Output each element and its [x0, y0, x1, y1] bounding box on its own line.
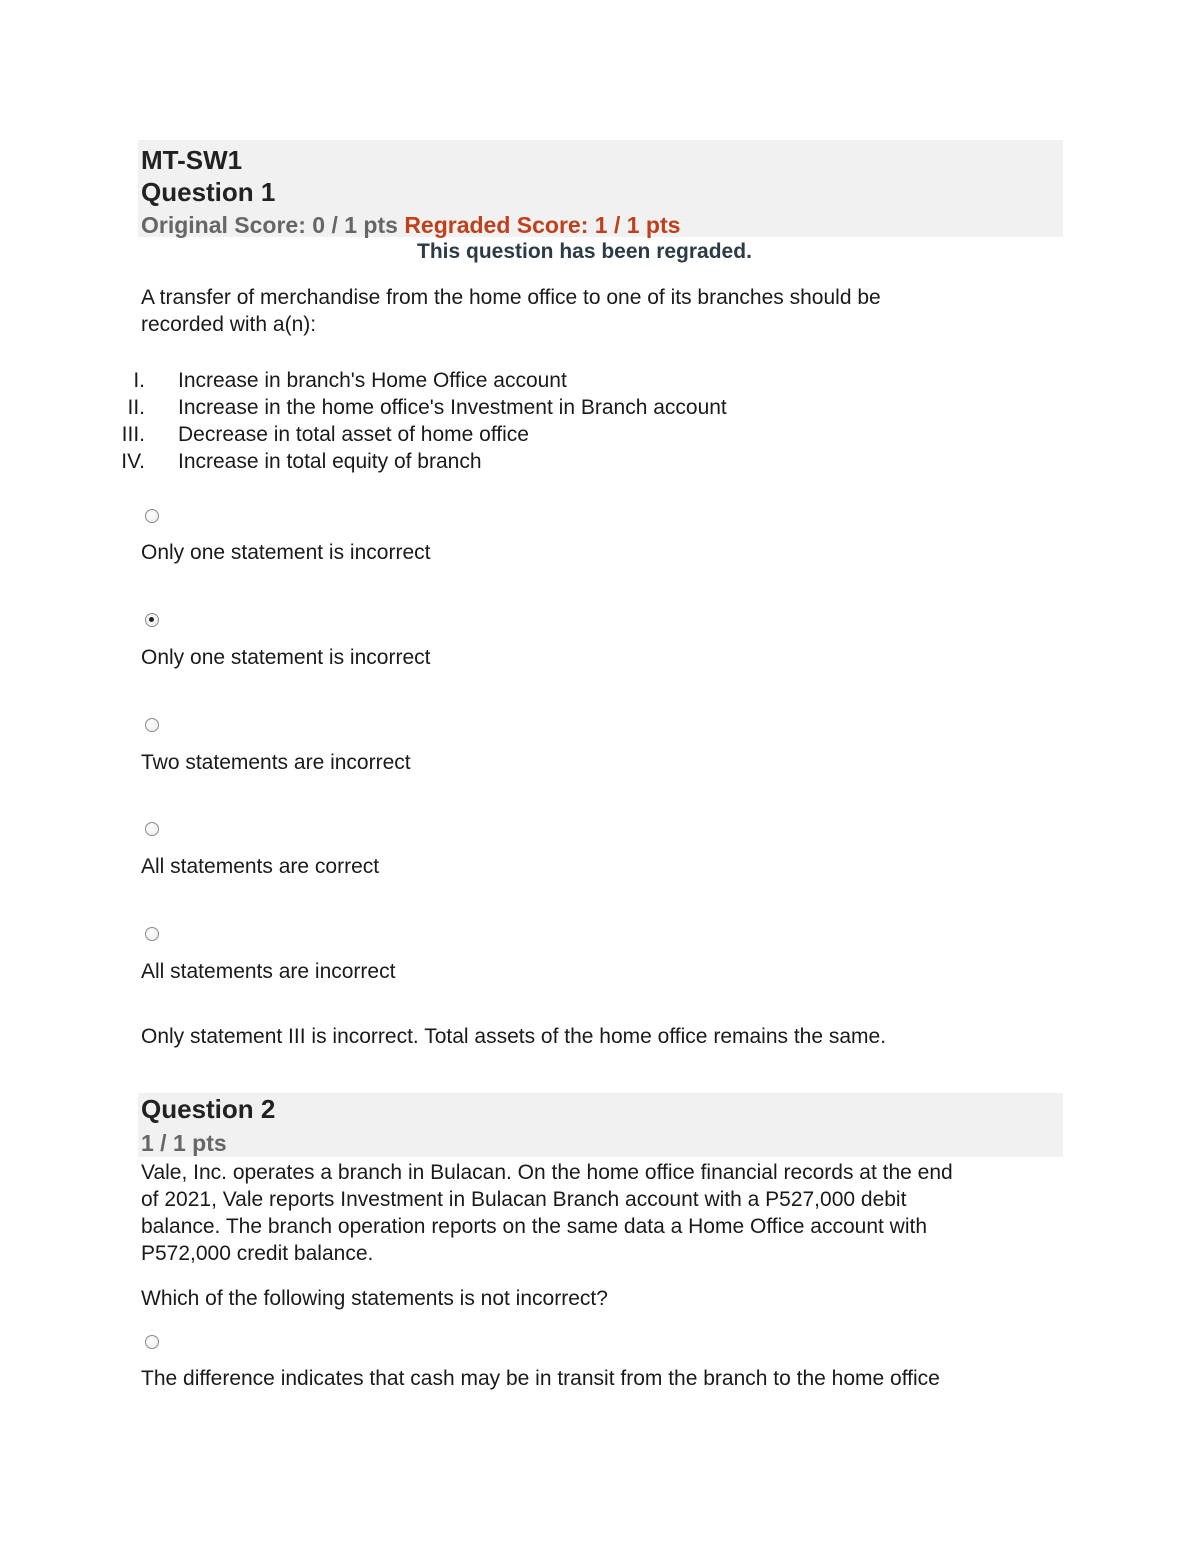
q2-answer-radio-1[interactable] [145, 1335, 159, 1349]
answer-radio-1[interactable] [145, 509, 159, 523]
regrade-notice: This question has been regraded. [417, 240, 752, 263]
statement-text: Increase in total equity of branch [178, 450, 482, 473]
question-2-body-line-2: of 2021, Vale reports Investment in Bulacan Branch account with a P527,000 debit [141, 1188, 907, 1211]
question-2-header [138, 1093, 1063, 1157]
statement-number: IV. [121, 450, 145, 473]
question-1-title: Question 1 [141, 177, 276, 207]
statement-text: Increase in branch's Home Office account [178, 369, 567, 392]
question-1-prompt-line-2: recorded with a(n): [141, 313, 317, 336]
question-2-title: Question 2 [141, 1094, 276, 1124]
document-title: MT-SW1 [141, 145, 243, 175]
statement-number: I. [133, 369, 145, 392]
answer-radio-4[interactable] [145, 822, 159, 836]
regraded-score: Regraded Score: 1 / 1 pts [404, 212, 681, 238]
answer-radio-3[interactable] [145, 718, 159, 732]
question-1-prompt-line-1: A transfer of merchandise from the home office to one of its branches should be [141, 286, 881, 309]
answer-label-3[interactable]: Two statements are incorrect [141, 751, 411, 774]
answer-label-5[interactable]: All statements are incorrect [141, 960, 396, 983]
answer-label-1[interactable]: Only one statement is incorrect [141, 541, 431, 564]
original-score: Original Score: 0 / 1 pts [141, 212, 398, 238]
answer-label-2[interactable]: Only one statement is incorrect [141, 646, 431, 669]
statement-text: Decrease in total asset of home office [178, 423, 529, 446]
question-1-header [138, 140, 1063, 237]
answer-label-4[interactable]: All statements are correct [141, 855, 380, 878]
question-1-feedback: Only statement III is incorrect. Total assets of the home office remains the same. [141, 1025, 887, 1048]
answer-radio-2-selected[interactable] [145, 613, 159, 627]
question-2-body-line-3: balance. The branch operation reports on the same data a Home Office account with [141, 1215, 928, 1238]
answer-radio-5[interactable] [145, 927, 159, 941]
question-2-body-line-1: Vale, Inc. operates a branch in Bulacan. On the home office financial records at the end [141, 1161, 953, 1184]
question-2-prompt: Which of the following statements is not incorrect? [141, 1287, 608, 1310]
statement-number: III. [121, 423, 145, 446]
statement-text: Increase in the home office's Investment in Branch account [178, 396, 727, 419]
question-1-score [141, 211, 680, 239]
question-2-body-line-4: P572,000 credit balance. [141, 1242, 374, 1265]
statement-number: II. [127, 396, 145, 419]
question-2-score: 1 / 1 pts [141, 1130, 227, 1156]
q2-answer-label-1[interactable]: The difference indicates that cash may be in transit from the branch to the home office [141, 1367, 940, 1390]
